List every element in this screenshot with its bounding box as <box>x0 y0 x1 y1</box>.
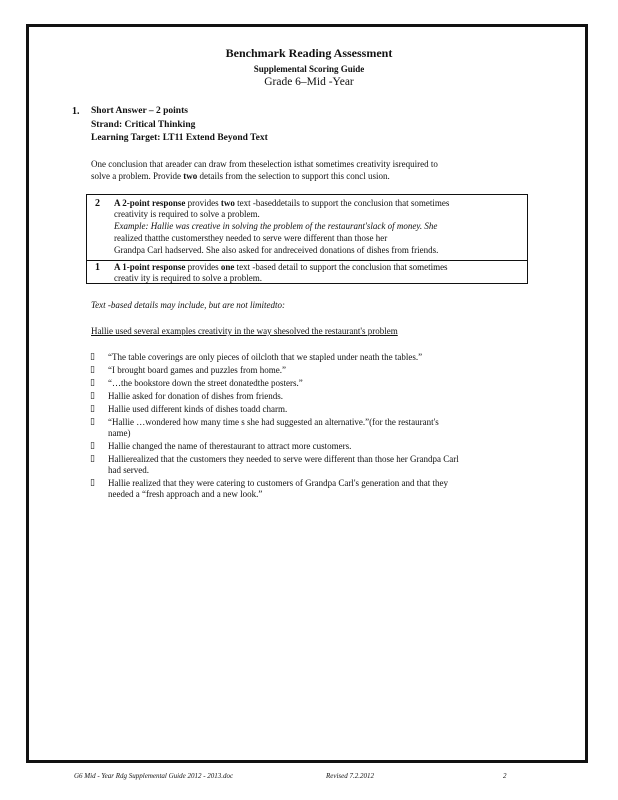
bullet-icon: ▯ <box>90 478 95 488</box>
grade-line: Grade 6–Mid -Year <box>264 76 354 88</box>
evidence-item: Hallie used different kinds of dishes toadd charm. <box>108 404 288 414</box>
question-number: 1. <box>72 106 80 117</box>
document-subtitle: Supplemental Scoring Guide <box>253 64 365 74</box>
rubric-row-2-point <box>87 195 527 261</box>
learning-target-line: Learning Target: LT11 Extend Beyond Text <box>91 133 268 143</box>
document-title: Benchmark Reading Assessment <box>225 46 393 60</box>
evidence-item: Hallie asked for donation of dishes from friends. <box>108 391 283 401</box>
question-type: Short Answer – 2 points <box>91 106 188 116</box>
details-intro: Text -based details may include, but are not limitedto: <box>91 300 286 310</box>
bullet-icon: ▯ <box>90 417 95 427</box>
rubric-1-line-1: A 1-point response provides one text -based detail to support the conclusion that sometimes <box>114 262 448 272</box>
footer-page-number: 2 <box>503 772 507 780</box>
evidence-item-continued: name) <box>108 428 131 438</box>
rubric-2-line-2: creativity is required to solve a problem. <box>114 209 260 219</box>
bullet-icon: ▯ <box>90 378 95 388</box>
score-2: 2 <box>95 198 100 209</box>
bullet-icon: ▯ <box>90 454 95 464</box>
rubric-2-example: Example: Hallie was creative in solving the problem of the restaurant'slack of money. She <box>114 221 438 231</box>
evidence-item: Hallie realized that they were catering to customers of Grandpa Carl's generation and that they <box>108 478 448 488</box>
rubric-2-line-1: A 2-point response provides two text -baseddetails to support the conclusion that sometimes <box>114 198 450 208</box>
rubric-row-1-point <box>87 260 527 284</box>
evidence-item: “I brought board games and puzzles from home.” <box>108 365 286 375</box>
prompt-line-1: One conclusion that areader can draw from theselection isthat sometimes creativity isrequired to <box>91 159 438 169</box>
footer-revised: Revised 7.2.2012 <box>326 772 375 780</box>
evidence-item-continued: needed a “fresh approach and a new look.” <box>108 489 263 499</box>
rubric-table <box>86 194 528 284</box>
evidence-item: “The table coverings are only pieces of oilcloth that we stapled under neath the tables.” <box>108 352 423 362</box>
bullet-icon: ▯ <box>90 365 95 375</box>
bullet-icon: ▯ <box>90 391 95 401</box>
evidence-item: Hallierealized that the customers they needed to serve were different than those her Grandpa Carl <box>108 454 459 464</box>
strand-line: Strand: Critical Thinking <box>91 120 196 130</box>
bullet-icon: ▯ <box>90 404 95 414</box>
rubric-2-line-5: Grandpa Carl hadserved. She also asked for andreceived donations of dishes from friends. <box>114 245 439 255</box>
rubric-2-line-4: realized thatthe customersthey needed to serve were different than those her <box>114 233 388 243</box>
evidence-item: Hallie changed the name of therestaurant to attract more customers. <box>108 441 352 451</box>
evidence-item: “…the bookstore down the street donatedthe posters.” <box>108 378 303 388</box>
evidence-item-continued: had served. <box>108 465 149 475</box>
bullet-icon: ▯ <box>90 441 95 451</box>
prompt-line-2: solve a problem. Provide two details from the selection to support this concl usion. <box>91 171 390 181</box>
bullet-icon: ▯ <box>90 352 95 362</box>
evidence-item: “Hallie …wondered how many time s she had suggested an alternative.”(for the restaurant's <box>108 417 439 427</box>
footer-filename: G6 Mid - Year Rdg Supplemental Guide 2012 - 2013.doc <box>74 772 234 780</box>
score-1: 1 <box>95 262 100 273</box>
rubric-1-line-2: creativ ity is required to solve a problem. <box>114 273 262 283</box>
main-idea-line: Hallie used several examples creativity in the way shesolved the restaurant's problem <box>91 326 398 336</box>
